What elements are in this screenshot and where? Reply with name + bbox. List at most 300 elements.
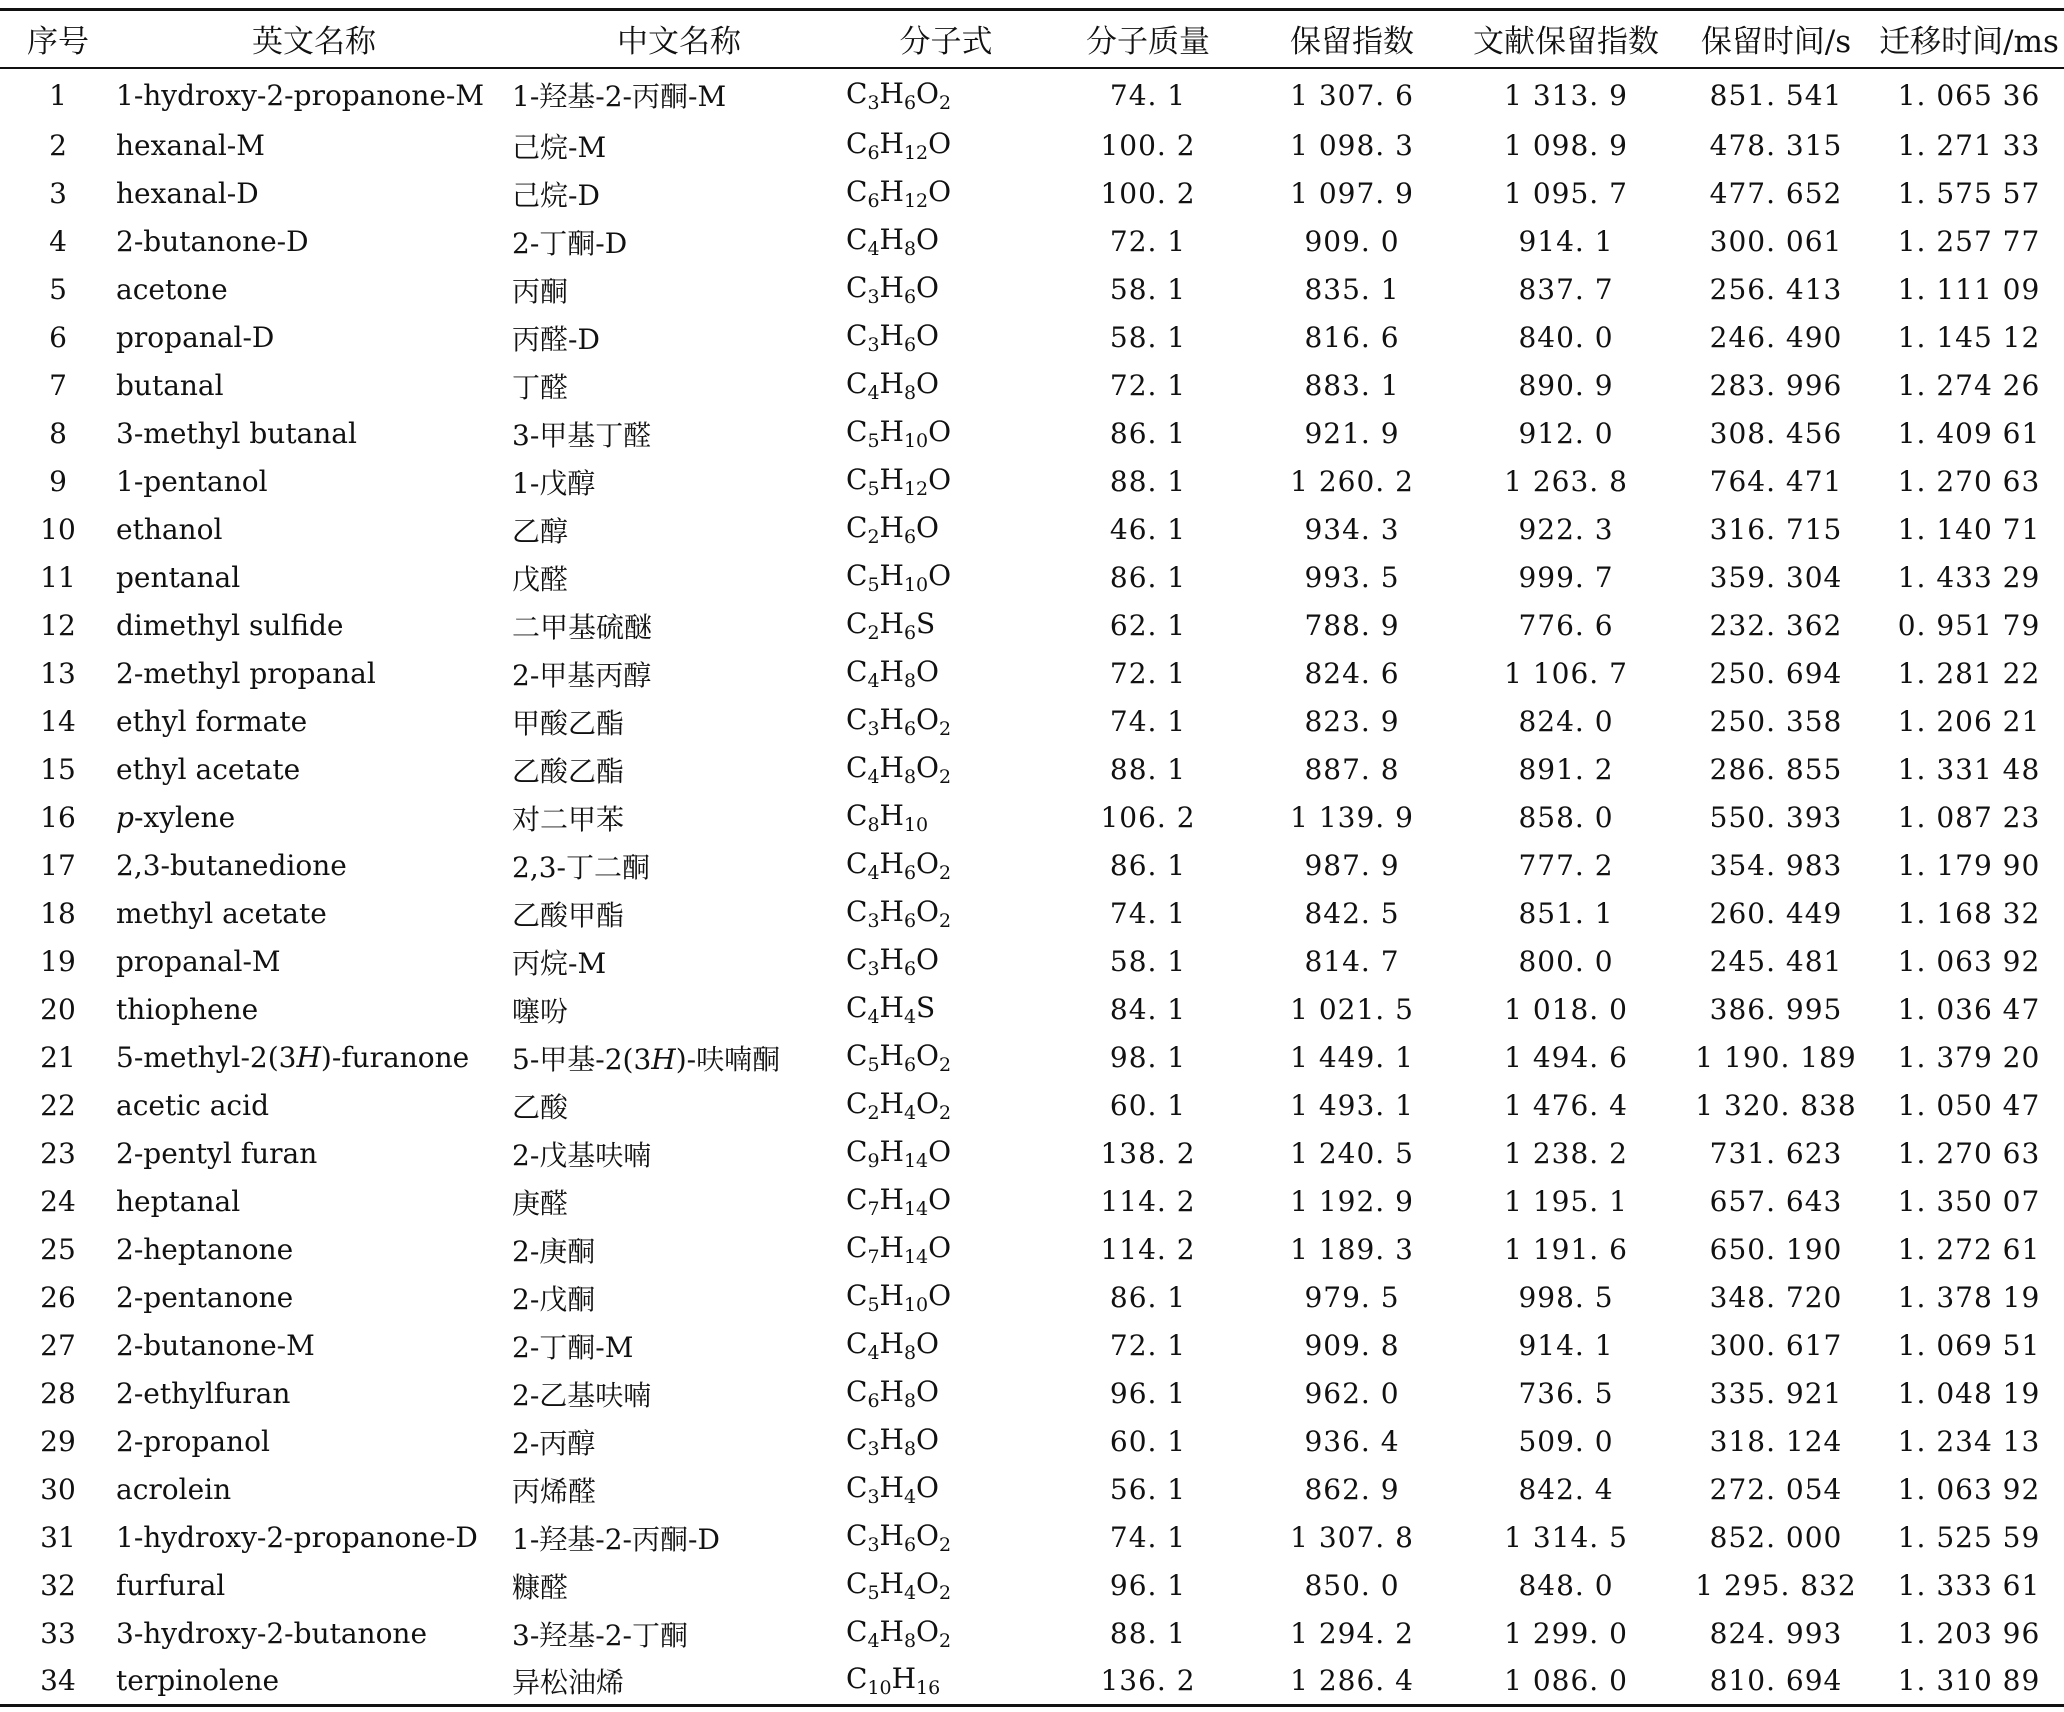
cell-chinese-name: 丙烯醛	[512, 1474, 597, 1508]
table-row	[0, 410, 2064, 458]
cell-retention-time: 308. 456	[1709, 417, 1843, 450]
cell-formula	[846, 1034, 1046, 1082]
formula-element: H	[891, 1662, 917, 1696]
cell-literature-ri: 914. 1	[1518, 1329, 1614, 1362]
cell-formula	[846, 842, 1046, 890]
formula-element: C	[846, 511, 868, 544]
formula-subscript: 8	[903, 670, 917, 692]
cell-drift-time: 1. 050 47	[1897, 1089, 2041, 1122]
cell-molecular-mass: 88. 1	[1109, 465, 1187, 498]
cell-chinese-name: 己烷-D	[512, 178, 600, 212]
formula-element: C	[846, 1662, 868, 1696]
cell-drift-time: 1. 271 33	[1897, 129, 2041, 162]
cell-molecular-mass: 114. 2	[1100, 1233, 1196, 1266]
cell-english-name: methyl acetate	[116, 897, 327, 930]
table-row	[0, 266, 2064, 314]
col-header-drift-time: 迁移时间/ms	[1874, 10, 2064, 68]
formula-element: C	[846, 1087, 868, 1120]
cell-retention-index: 1 307. 8	[1290, 1521, 1414, 1554]
formula-element: C	[846, 1135, 868, 1168]
cell-retention-time: 650. 190	[1709, 1233, 1843, 1266]
cell-retention-index: 936. 4	[1304, 1425, 1400, 1458]
cell-retention-index: 934. 3	[1304, 513, 1400, 546]
cell-retention-time: 1 295. 832	[1695, 1569, 1857, 1602]
table-row	[0, 1562, 2064, 1610]
cell-chinese-name: 糠醛	[512, 1570, 569, 1604]
cell-literature-ri: 736. 5	[1518, 1377, 1614, 1410]
formula-subscript: 10	[903, 814, 929, 836]
table-row	[0, 986, 2064, 1034]
formula-subscript: 4	[867, 1342, 880, 1364]
cell-molecular-mass: 74. 1	[1109, 78, 1187, 112]
formula-element: H	[879, 655, 904, 688]
formula-element: C	[846, 847, 868, 880]
cell-molecular-mass: 74. 1	[1109, 705, 1187, 738]
formula-subscript: 6	[903, 286, 917, 308]
cell-molecular-mass: 84. 1	[1109, 993, 1187, 1026]
cell-retention-index: 1 240. 5	[1290, 1137, 1414, 1170]
formula-subscript: 2	[939, 718, 952, 740]
cell-retention-time: 810. 694	[1678, 1658, 1874, 1706]
cell-retention-time: 354. 983	[1709, 849, 1843, 882]
formula-element: O	[916, 895, 940, 928]
formula-element: C	[846, 1423, 868, 1456]
cell-drift-time: 1. 525 59	[1897, 1521, 2041, 1554]
cell-retention-time: 657. 643	[1709, 1185, 1843, 1218]
formula-subscript: 7	[867, 1198, 880, 1220]
cell-retention-index: 979. 5	[1304, 1281, 1400, 1314]
cell-drift-time: 1. 274 26	[1897, 369, 2041, 402]
table-row	[0, 1274, 2064, 1322]
cell-english-name: 2,3-butanedione	[116, 849, 347, 882]
formula-subscript: 2	[939, 1054, 952, 1076]
cell-retention-time: 318. 124	[1709, 1425, 1843, 1458]
cell-english-name: ethyl acetate	[116, 753, 301, 786]
table-row	[0, 170, 2064, 218]
cell-index: 29	[40, 1425, 76, 1458]
formula-element: H	[879, 703, 904, 736]
cell-index: 20	[40, 993, 76, 1026]
cell-english-name: 2-propanol	[116, 1425, 270, 1458]
formula-subscript: 2	[939, 862, 952, 884]
cell-retention-time: 1 320. 838	[1695, 1089, 1857, 1122]
formula-subscript: 8	[903, 1438, 917, 1460]
formula-subscript: 5	[867, 1054, 880, 1076]
col-header-formula: 分子式	[846, 10, 1046, 68]
cell-chinese-name: 乙醇	[512, 514, 569, 548]
cell-retention-index: 921. 9	[1304, 417, 1400, 450]
cell-retention-index: 1 139. 9	[1290, 801, 1414, 834]
formula-element: O	[928, 127, 952, 160]
formula-element: H	[879, 1279, 904, 1312]
formula-element: C	[846, 799, 868, 832]
cell-chinese-name: 噻吩	[512, 994, 569, 1028]
cell-drift-time: 1. 168 32	[1897, 897, 2041, 930]
formula-subscript: 6	[867, 190, 880, 212]
cell-molecular-mass: 96. 1	[1109, 1569, 1187, 1602]
formula-subscript: 2	[939, 910, 952, 932]
cell-english-name: terpinolene	[116, 1658, 512, 1706]
formula-subscript: 8	[903, 1342, 917, 1364]
cell-index: 31	[40, 1521, 76, 1554]
cell-retention-time: 286. 855	[1709, 753, 1843, 786]
cell-index: 23	[40, 1137, 76, 1170]
cell-retention-index: 850. 0	[1304, 1569, 1400, 1602]
formula-subscript: 3	[867, 1438, 880, 1460]
formula-subscript: 4	[903, 1102, 917, 1124]
cell-molecular-mass: 62. 1	[1109, 609, 1187, 642]
cell-chinese-name: 2,3-丁二酮	[512, 850, 650, 884]
cell-chinese-name: 2-戊基呋喃	[512, 1138, 652, 1172]
cell-drift-time: 1. 179 90	[1897, 849, 2041, 882]
formula-element: H	[879, 1183, 904, 1216]
formula-subscript: 6	[903, 91, 917, 114]
cell-drift-time: 1. 087 23	[1897, 801, 2041, 834]
formula-element: H	[879, 1567, 904, 1600]
cell-retention-index: 1 097. 9	[1290, 177, 1414, 210]
formula-subscript: 6	[903, 526, 917, 548]
table-row	[0, 122, 2064, 170]
cell-chinese-name: 2-丁酮-D	[512, 226, 628, 260]
col-header-chinese-name: 中文名称	[512, 10, 846, 68]
col-header-literature-ri: 文献保留指数	[1454, 10, 1678, 68]
cell-index: 21	[40, 1041, 76, 1074]
cell-english-name: hexanal-D	[116, 177, 259, 210]
cell-index: 3	[49, 177, 67, 210]
cell-english-name: 2-ethylfuran	[116, 1377, 291, 1410]
cell-chinese-name: 2-丁酮-M	[512, 1330, 634, 1364]
formula-element: C	[846, 175, 868, 208]
formula-element: O	[916, 319, 940, 352]
cell-english-name: acrolein	[116, 1473, 232, 1506]
cell-retention-time: 316. 715	[1709, 513, 1843, 546]
cell-english-name: acetone	[116, 273, 228, 306]
formula-element: O	[916, 76, 940, 110]
formula-subscript: 4	[867, 862, 880, 884]
cell-english-name: propanal-M	[116, 945, 281, 978]
cell-formula	[846, 650, 1046, 698]
formula-element: C	[846, 1519, 868, 1552]
cell-formula	[846, 1658, 1046, 1706]
formula-element: O	[916, 751, 940, 784]
cell-molecular-mass: 96. 1	[1109, 1377, 1187, 1410]
cell-retention-index: 987. 9	[1304, 849, 1400, 882]
cell-retention-index: 814. 7	[1304, 945, 1400, 978]
formula-element: O	[928, 463, 952, 496]
cell-literature-ri: 998. 5	[1518, 1281, 1614, 1314]
cell-literature-ri: 1 314. 5	[1504, 1521, 1628, 1554]
cell-drift-time: 1. 281 22	[1897, 657, 2041, 690]
cell-literature-ri: 837. 7	[1518, 273, 1614, 306]
formula-element: S	[916, 991, 936, 1024]
cell-index: 5	[49, 273, 67, 306]
formula-element: H	[879, 1375, 904, 1408]
cell-retention-index: 824. 6	[1304, 657, 1400, 690]
cell-literature-ri: 1 299. 0	[1504, 1617, 1628, 1650]
table-row	[0, 1130, 2064, 1178]
formula-element: H	[879, 76, 904, 110]
cell-retention-time: 250. 358	[1709, 705, 1843, 738]
formula-element: O	[916, 1471, 940, 1504]
formula-element: C	[846, 367, 868, 400]
cell-chinese-name: 二甲基硫醚	[512, 610, 653, 644]
table-row	[0, 362, 2064, 410]
formula-subscript: 3	[867, 910, 880, 932]
formula-subscript: 2	[867, 622, 880, 644]
cell-literature-ri: 858. 0	[1518, 801, 1614, 834]
cell-english-name: 2-butanone-M	[116, 1329, 315, 1362]
formula-element: H	[879, 1087, 904, 1120]
cell-literature-ri: 1 313. 9	[1504, 78, 1628, 112]
cell-index: 19	[40, 945, 76, 978]
cell-formula	[846, 1514, 1046, 1562]
formula-subscript: 5	[867, 1294, 880, 1316]
cell-chinese-name: 2-乙基呋喃	[512, 1378, 652, 1412]
cell-index: 4	[49, 225, 67, 258]
cell-chinese-name: 己烷-M	[512, 130, 607, 164]
formula-element: H	[879, 511, 904, 544]
table-row	[0, 1418, 2064, 1466]
formula-element: O	[916, 655, 940, 688]
formula-element: H	[879, 271, 904, 304]
cell-molecular-mass: 98. 1	[1109, 1041, 1187, 1074]
cell-retention-time: 250. 694	[1709, 657, 1843, 690]
table-row	[0, 314, 2064, 362]
formula-element: O	[916, 511, 940, 544]
formula-subscript: 12	[903, 190, 929, 212]
cell-retention-time: 824. 993	[1709, 1617, 1843, 1650]
formula-subscript: 14	[903, 1246, 929, 1268]
cell-drift-time: 1. 203 96	[1897, 1617, 2041, 1650]
cell-index: 6	[49, 321, 67, 354]
formula-element: O	[916, 1039, 940, 1072]
table-row	[0, 698, 2064, 746]
formula-element: O	[928, 1279, 952, 1312]
formula-element: C	[846, 895, 868, 928]
cell-retention-time: 283. 996	[1709, 369, 1843, 402]
formula-subscript: 5	[867, 574, 880, 596]
cell-drift-time: 1. 257 77	[1897, 225, 2041, 258]
formula-element: O	[916, 223, 940, 256]
cell-literature-ri: 1 106. 7	[1504, 657, 1628, 690]
cell-molecular-mass: 74. 1	[1109, 897, 1187, 930]
cell-literature-ri: 851. 1	[1518, 897, 1614, 930]
formula-subscript: 4	[867, 382, 880, 404]
cell-english-name: ethanol	[116, 513, 223, 546]
cell-drift-time: 1. 063 92	[1897, 945, 2041, 978]
cell-formula	[846, 1466, 1046, 1514]
table-row	[0, 506, 2064, 554]
cell-index: 2	[49, 129, 67, 162]
cell-formula	[846, 266, 1046, 314]
formula-element: C	[846, 415, 868, 448]
compound-table	[0, 8, 2064, 1707]
cell-formula	[846, 1130, 1046, 1178]
table-row	[0, 746, 2064, 794]
cell-molecular-mass: 136. 2	[1046, 1658, 1250, 1706]
table-row	[0, 1658, 2064, 1706]
cell-molecular-mass: 74. 1	[1109, 1521, 1187, 1554]
formula-element: H	[879, 415, 904, 448]
cell-drift-time: 1. 069 51	[1897, 1329, 2041, 1362]
cell-chinese-name: 丙烷-M	[512, 946, 607, 980]
formula-element: C	[846, 271, 868, 304]
cell-retention-time: 359. 304	[1709, 561, 1843, 594]
cell-literature-ri: 776. 6	[1518, 609, 1614, 642]
formula-element: C	[846, 1183, 868, 1216]
cell-drift-time: 1. 331 48	[1897, 753, 2041, 786]
formula-element: C	[846, 76, 868, 110]
cell-index: 17	[40, 849, 76, 882]
formula-subscript: 2	[939, 91, 952, 114]
col-header-retention-index: 保留指数	[1250, 10, 1454, 68]
cell-index: 26	[40, 1281, 76, 1314]
cell-drift-time: 1. 048 19	[1897, 1377, 2041, 1410]
cell-retention-index: 883. 1	[1304, 369, 1400, 402]
formula-subscript: 9	[867, 1150, 880, 1172]
cell-english-name: 2-pentyl furan	[116, 1137, 318, 1170]
formula-subscript: 5	[867, 1582, 880, 1604]
cell-retention-time: 260. 449	[1709, 897, 1843, 930]
cell-retention-index: 1 021. 5	[1290, 993, 1414, 1026]
formula-subscript: 12	[903, 478, 929, 500]
formula-element: C	[846, 1471, 868, 1504]
cell-index: 13	[40, 657, 76, 690]
formula-element: C	[846, 319, 868, 352]
cell-retention-time: 550. 393	[1709, 801, 1843, 834]
cell-literature-ri: 800. 0	[1518, 945, 1614, 978]
cell-chinese-name: 乙酸	[512, 1090, 569, 1124]
formula-subscript: 14	[903, 1150, 929, 1172]
cell-molecular-mass: 46. 1	[1109, 513, 1187, 546]
cell-chinese-name: 对二甲苯	[512, 802, 625, 836]
table-row	[0, 650, 2064, 698]
formula-element: C	[846, 1231, 868, 1264]
cell-formula	[846, 1610, 1046, 1658]
cell-formula	[846, 1274, 1046, 1322]
cell-english-name: hexanal-M	[116, 129, 265, 162]
cell-retention-time: 335. 921	[1709, 1377, 1843, 1410]
cell-english-name: p-xylene	[116, 801, 236, 834]
table-row	[0, 1610, 2064, 1658]
formula-subscript: 3	[867, 1534, 880, 1556]
table-row	[0, 1466, 2064, 1514]
formula-element: H	[879, 1423, 904, 1456]
formula-element: C	[846, 751, 868, 784]
col-header-english-name: 英文名称	[116, 10, 512, 68]
cell-molecular-mass: 72. 1	[1109, 369, 1187, 402]
table-body	[0, 68, 2064, 1706]
cell-english-name: 2-butanone-D	[116, 225, 309, 258]
formula-subscript: 2	[939, 1534, 952, 1556]
formula-subscript: 6	[903, 622, 917, 644]
formula-subscript: 4	[867, 1630, 880, 1652]
formula-element: H	[879, 559, 904, 592]
cell-molecular-mass: 60. 1	[1109, 1089, 1187, 1122]
cell-drift-time: 1. 272 61	[1897, 1233, 2041, 1266]
table-row	[0, 1514, 2064, 1562]
cell-molecular-mass: 56. 1	[1109, 1473, 1187, 1506]
cell-formula	[846, 362, 1046, 410]
formula-subscript: 4	[903, 1582, 917, 1604]
cell-molecular-mass: 88. 1	[1109, 1617, 1187, 1650]
cell-retention-index: 1 449. 1	[1290, 1041, 1414, 1074]
cell-retention-time: 348. 720	[1709, 1281, 1843, 1314]
cell-index: 12	[40, 609, 76, 642]
formula-subscript: 6	[867, 1390, 880, 1412]
cell-retention-index: 823. 9	[1304, 705, 1400, 738]
formula-element: H	[879, 799, 904, 832]
cell-literature-ri: 1 494. 6	[1504, 1041, 1628, 1074]
formula-element: O	[928, 415, 952, 448]
formula-element: O	[916, 1087, 940, 1120]
cell-chinese-name: 2-丙醇	[512, 1426, 596, 1460]
cell-retention-time: 386. 995	[1709, 993, 1843, 1026]
cell-drift-time: 1. 378 19	[1897, 1281, 2041, 1314]
cell-english-name: 1-pentanol	[116, 465, 268, 498]
formula-element: H	[879, 175, 904, 208]
formula-element: O	[928, 1183, 952, 1216]
table-row	[0, 842, 2064, 890]
cell-index: 1	[49, 78, 67, 112]
cell-molecular-mass: 100. 2	[1100, 177, 1196, 210]
formula-element: C	[846, 223, 868, 256]
cell-formula	[846, 1082, 1046, 1130]
cell-formula	[846, 68, 1046, 122]
cell-chinese-name: 庚醛	[512, 1186, 569, 1220]
cell-formula	[846, 746, 1046, 794]
cell-chinese-name: 3-羟基-2-丁酮	[512, 1618, 689, 1652]
cell-retention-time: 478. 315	[1709, 129, 1843, 162]
cell-english-name: 5-methyl-2(3H)-furanone	[116, 1041, 470, 1074]
formula-subscript: 10	[903, 430, 929, 452]
cell-literature-ri: 1 195. 1	[1504, 1185, 1628, 1218]
cell-retention-time: 300. 061	[1709, 225, 1843, 258]
cell-literature-ri: 1 095. 7	[1504, 177, 1628, 210]
cell-english-name: 2-methyl propanal	[116, 657, 376, 690]
formula-element: O	[928, 175, 952, 208]
cell-english-name: propanal-D	[116, 321, 275, 354]
cell-molecular-mass: 114. 2	[1100, 1185, 1196, 1218]
formula-element: H	[879, 367, 904, 400]
cell-drift-time: 1. 065 36	[1897, 78, 2041, 112]
cell-literature-ri: 509. 0	[1518, 1425, 1614, 1458]
cell-formula	[846, 1562, 1046, 1610]
cell-english-name: heptanal	[116, 1185, 241, 1218]
cell-english-name: 1-hydroxy-2-propanone-M	[116, 78, 485, 112]
cell-retention-time: 245. 481	[1709, 945, 1843, 978]
formula-element: O	[916, 1519, 940, 1552]
table-row	[0, 554, 2064, 602]
cell-literature-ri: 1 191. 6	[1504, 1233, 1628, 1266]
cell-molecular-mass: 72. 1	[1109, 225, 1187, 258]
cell-drift-time: 1. 333 61	[1897, 1569, 2041, 1602]
cell-literature-ri: 890. 9	[1518, 369, 1614, 402]
cell-retention-time: 851. 541	[1709, 78, 1843, 112]
formula-subscript: 6	[903, 862, 917, 884]
cell-literature-ri: 1 086. 0	[1454, 1658, 1678, 1706]
cell-molecular-mass: 138. 2	[1100, 1137, 1196, 1170]
formula-subscript: 2	[939, 766, 952, 788]
cell-drift-time: 1. 379 20	[1897, 1041, 2041, 1074]
cell-formula	[846, 986, 1046, 1034]
formula-element: H	[879, 943, 904, 976]
header-row	[0, 10, 2064, 68]
formula-element: O	[916, 1615, 940, 1648]
formula-element: O	[916, 1423, 940, 1456]
formula-element: C	[846, 1615, 868, 1648]
cell-chinese-name: 乙酸乙酯	[512, 754, 625, 788]
